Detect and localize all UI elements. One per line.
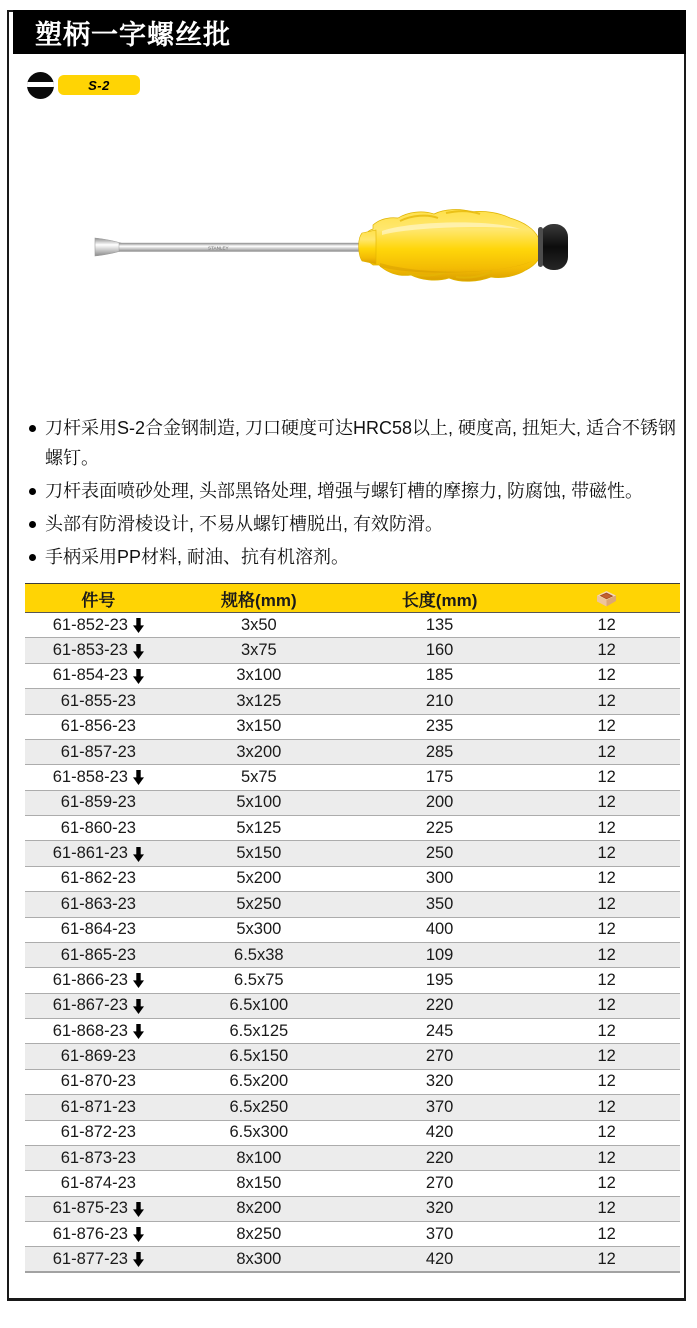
part-number-cell — [25, 996, 172, 1015]
length-cell: 109 — [425, 945, 454, 964]
part-number-cell — [25, 692, 172, 711]
table-row — [25, 765, 680, 790]
qty-cell: 12 — [597, 844, 616, 863]
table-row — [25, 791, 680, 816]
table-row — [25, 715, 680, 740]
part-number: 61-860-23 — [60, 818, 136, 837]
part-number-cell — [25, 1098, 172, 1117]
table-row — [25, 638, 680, 663]
part-number: 61-865-23 — [60, 945, 136, 964]
length-cell: 200 — [425, 793, 454, 812]
length-cell: 420 — [425, 1123, 454, 1142]
spec-cell: 8x100 — [236, 1148, 282, 1167]
part-number: 61-864-23 — [60, 920, 136, 939]
qty-cell: 12 — [597, 1173, 616, 1192]
table-row — [25, 1044, 680, 1069]
part-number: 61-861-23 — [52, 844, 128, 863]
feature-list — [28, 413, 684, 575]
length-cell: 320 — [425, 1072, 454, 1091]
qty-cell: 12 — [597, 1072, 616, 1091]
part-number: 61-858-23 — [52, 767, 128, 786]
spec-cell: 5x75 — [240, 767, 277, 786]
down-arrow-icon — [133, 973, 144, 988]
table-row — [25, 613, 680, 638]
part-number-cell — [25, 869, 172, 888]
length-cell: 270 — [425, 1047, 454, 1066]
part-number: 61-852-23 — [52, 615, 128, 634]
table-row — [25, 664, 680, 689]
table-row — [25, 841, 680, 866]
part-number-cell — [25, 743, 172, 762]
part-number-cell — [25, 793, 172, 812]
header-length: 长度(mm) — [401, 590, 478, 610]
part-number: 61-857-23 — [60, 742, 136, 761]
length-cell: 225 — [425, 818, 454, 837]
table-row — [25, 740, 680, 765]
qty-cell: 12 — [597, 894, 616, 913]
part-number-cell — [25, 768, 172, 787]
qty-cell: 12 — [597, 996, 616, 1015]
spec-cell: 6.5x250 — [229, 1097, 289, 1116]
part-number: 61-856-23 — [60, 717, 136, 736]
feature-text: 手柄采用PP材料, 耐油、抗有机溶剂。 — [45, 547, 350, 567]
down-arrow-icon — [133, 1202, 144, 1217]
bullet-icon — [29, 554, 36, 561]
spec-cell: 5x100 — [236, 793, 282, 812]
down-arrow-icon — [133, 618, 144, 633]
part-number: 61-872-23 — [60, 1123, 136, 1142]
part-number: 61-854-23 — [52, 666, 128, 685]
end-cap — [540, 224, 568, 270]
table-row — [25, 968, 680, 993]
part-number-cell — [25, 1174, 172, 1193]
table-row — [25, 943, 680, 968]
table-row — [25, 892, 680, 917]
spec-cell: 3x75 — [240, 641, 277, 660]
spec-cell: 8x150 — [236, 1173, 282, 1192]
length-cell: 350 — [425, 894, 454, 913]
qty-cell: 12 — [597, 742, 616, 761]
table-row — [25, 689, 680, 714]
table-row — [25, 994, 680, 1019]
part-number-cell — [25, 946, 172, 965]
part-number: 61-873-23 — [60, 1148, 136, 1167]
part-number: 61-877-23 — [52, 1249, 128, 1268]
length-cell: 245 — [425, 1021, 454, 1040]
qty-cell: 12 — [597, 1148, 616, 1167]
part-number-cell — [25, 920, 172, 939]
table-row — [25, 1019, 680, 1044]
qty-cell: 12 — [597, 691, 616, 710]
length-cell: 220 — [425, 1148, 454, 1167]
slot-glyph — [27, 82, 54, 87]
length-cell: 250 — [425, 844, 454, 863]
qty-cell: 12 — [597, 666, 616, 685]
qty-cell: 12 — [597, 615, 616, 634]
end-cap-rim — [538, 227, 543, 267]
qty-cell: 12 — [597, 1097, 616, 1116]
qty-cell: 12 — [597, 1021, 616, 1040]
table-row — [25, 1095, 680, 1120]
spec-cell: 8x250 — [236, 1224, 282, 1243]
part-number-cell — [25, 895, 172, 914]
table-row — [25, 1070, 680, 1095]
header-spec: 规格(mm) — [221, 590, 297, 610]
part-number-cell — [25, 666, 172, 685]
part-number: 61-855-23 — [60, 691, 136, 710]
spec-cell: 8x300 — [236, 1249, 282, 1268]
length-cell: 135 — [425, 615, 454, 634]
down-arrow-icon — [133, 1227, 144, 1242]
spec-cell: 6.5x125 — [229, 1021, 289, 1040]
part-number-cell — [25, 616, 172, 635]
length-cell: 300 — [425, 869, 454, 888]
table-row — [25, 1197, 680, 1222]
down-arrow-icon — [133, 644, 144, 659]
length-cell: 370 — [425, 1224, 454, 1243]
part-number-cell — [25, 1250, 172, 1269]
feature-text: 刀杆表面喷砂处理, 头部黑铬处理, 增强与螺钉槽的摩擦力, 防腐蚀, 带磁性。 — [45, 481, 644, 501]
part-number-cell — [25, 819, 172, 838]
part-number-cell — [25, 1149, 172, 1168]
qty-cell: 12 — [597, 970, 616, 989]
part-number-cell — [25, 1022, 172, 1041]
spec-cell: 5x200 — [236, 869, 282, 888]
part-number: 61-867-23 — [52, 996, 128, 1015]
spec-cell: 5x125 — [236, 818, 282, 837]
feature-item — [28, 509, 684, 539]
spec-cell: 6.5x300 — [229, 1123, 289, 1142]
qty-cell: 12 — [597, 1249, 616, 1268]
part-number: 61-875-23 — [52, 1199, 128, 1218]
table-row — [25, 1146, 680, 1171]
qty-cell: 12 — [597, 1123, 616, 1142]
spec-cell: 6.5x100 — [229, 996, 289, 1015]
bullet-icon — [29, 521, 36, 528]
part-number: 61-876-23 — [52, 1224, 128, 1243]
down-arrow-icon — [133, 999, 144, 1014]
spec-cell: 3x50 — [240, 615, 277, 634]
bullet-icon — [29, 488, 36, 495]
down-arrow-icon — [133, 1252, 144, 1267]
qty-cell: 12 — [597, 717, 616, 736]
blade-tip — [95, 238, 121, 256]
bullet-icon — [29, 425, 36, 432]
part-number: 61-868-23 — [52, 1021, 128, 1040]
part-number: 61-862-23 — [60, 869, 136, 888]
part-number-cell — [25, 1199, 172, 1218]
feature-item — [28, 476, 684, 506]
feature-item — [28, 413, 684, 473]
page-title: 塑柄一字螺丝批 — [35, 19, 231, 50]
page-title-bar — [13, 10, 686, 54]
qty-cell: 12 — [597, 767, 616, 786]
table-row — [25, 1171, 680, 1196]
length-cell: 235 — [425, 717, 454, 736]
qty-cell: 12 — [597, 641, 616, 660]
spec-cell: 5x300 — [236, 920, 282, 939]
length-cell: 370 — [425, 1097, 454, 1116]
qty-cell: 12 — [597, 818, 616, 837]
table-row — [25, 918, 680, 943]
feature-text: 刀杆采用S-2合金钢制造, 刀口硬度可达HRC58以上, 硬度高, 扭矩大, 适合不锈钢螺钉。 — [45, 418, 677, 468]
table-row — [25, 816, 680, 841]
length-cell: 185 — [425, 666, 454, 685]
spec-cell: 8x200 — [236, 1199, 282, 1218]
shaft-brand-print: STANLEY — [208, 245, 229, 251]
part-number-cell — [25, 1047, 172, 1066]
part-number-cell — [25, 717, 172, 736]
qty-cell: 12 — [597, 945, 616, 964]
spec-cell: 6.5x150 — [229, 1047, 289, 1066]
qty-cell: 12 — [597, 1199, 616, 1218]
slotted-tip-icon — [27, 72, 54, 99]
down-arrow-icon — [133, 669, 144, 684]
part-number: 61-863-23 — [60, 894, 136, 913]
table-row — [25, 1247, 680, 1272]
part-number-cell — [25, 844, 172, 863]
part-number: 61-853-23 — [52, 641, 128, 660]
length-cell: 285 — [425, 742, 454, 761]
part-number-cell — [25, 971, 172, 990]
part-number: 61-871-23 — [60, 1097, 136, 1116]
spec-cell: 6.5x75 — [234, 970, 284, 989]
feature-item — [28, 542, 684, 572]
down-arrow-icon — [133, 1024, 144, 1039]
qty-cell: 12 — [597, 1224, 616, 1243]
spec-cell: 5x150 — [236, 844, 282, 863]
spec-table — [25, 583, 680, 1273]
spec-table-body — [25, 613, 680, 1273]
spec-table-header — [25, 583, 680, 613]
handle — [362, 210, 542, 282]
length-cell: 270 — [425, 1173, 454, 1192]
table-row — [25, 1222, 680, 1247]
length-cell: 175 — [425, 767, 454, 786]
header-part-number: 件号 — [81, 590, 116, 610]
table-row — [25, 1121, 680, 1146]
product-image-screwdriver — [90, 205, 580, 291]
header-qty — [533, 590, 680, 607]
handle-collar — [359, 230, 376, 264]
spec-cell: 6.5x200 — [229, 1072, 289, 1091]
spec-cell: 5x250 — [236, 894, 282, 913]
spec-cell: 3x150 — [236, 717, 282, 736]
qty-cell: 12 — [597, 869, 616, 888]
spec-cell: 3x125 — [236, 691, 282, 710]
feature-text: 头部有防滑棱设计, 不易从螺钉槽脱出, 有效防滑。 — [45, 514, 444, 534]
part-number-cell — [25, 641, 172, 660]
qty-cell: 12 — [597, 1047, 616, 1066]
page-frame — [7, 10, 686, 1301]
part-number: 61-869-23 — [60, 1047, 136, 1066]
spec-cell: 6.5x38 — [234, 945, 284, 964]
length-cell: 220 — [425, 996, 454, 1015]
tip-material-badge: S-2 — [58, 75, 140, 95]
length-cell: 400 — [425, 920, 454, 939]
carton-icon — [595, 590, 618, 607]
length-cell: 210 — [425, 691, 454, 710]
table-row — [25, 867, 680, 892]
qty-cell: 12 — [597, 920, 616, 939]
shaft — [119, 243, 365, 252]
part-number-cell — [25, 1225, 172, 1244]
part-number: 61-874-23 — [60, 1173, 136, 1192]
spec-cell: 3x100 — [236, 666, 282, 685]
down-arrow-icon — [133, 847, 144, 862]
part-number-cell — [25, 1123, 172, 1142]
length-cell: 195 — [425, 970, 454, 989]
down-arrow-icon — [133, 770, 144, 785]
part-number-cell — [25, 1072, 172, 1091]
length-cell: 320 — [425, 1199, 454, 1218]
part-number: 61-866-23 — [52, 970, 128, 989]
length-cell: 160 — [425, 641, 454, 660]
part-number: 61-870-23 — [60, 1072, 136, 1091]
part-number: 61-859-23 — [60, 793, 136, 812]
spec-cell: 3x200 — [236, 742, 282, 761]
qty-cell: 12 — [597, 793, 616, 812]
length-cell: 420 — [425, 1249, 454, 1268]
